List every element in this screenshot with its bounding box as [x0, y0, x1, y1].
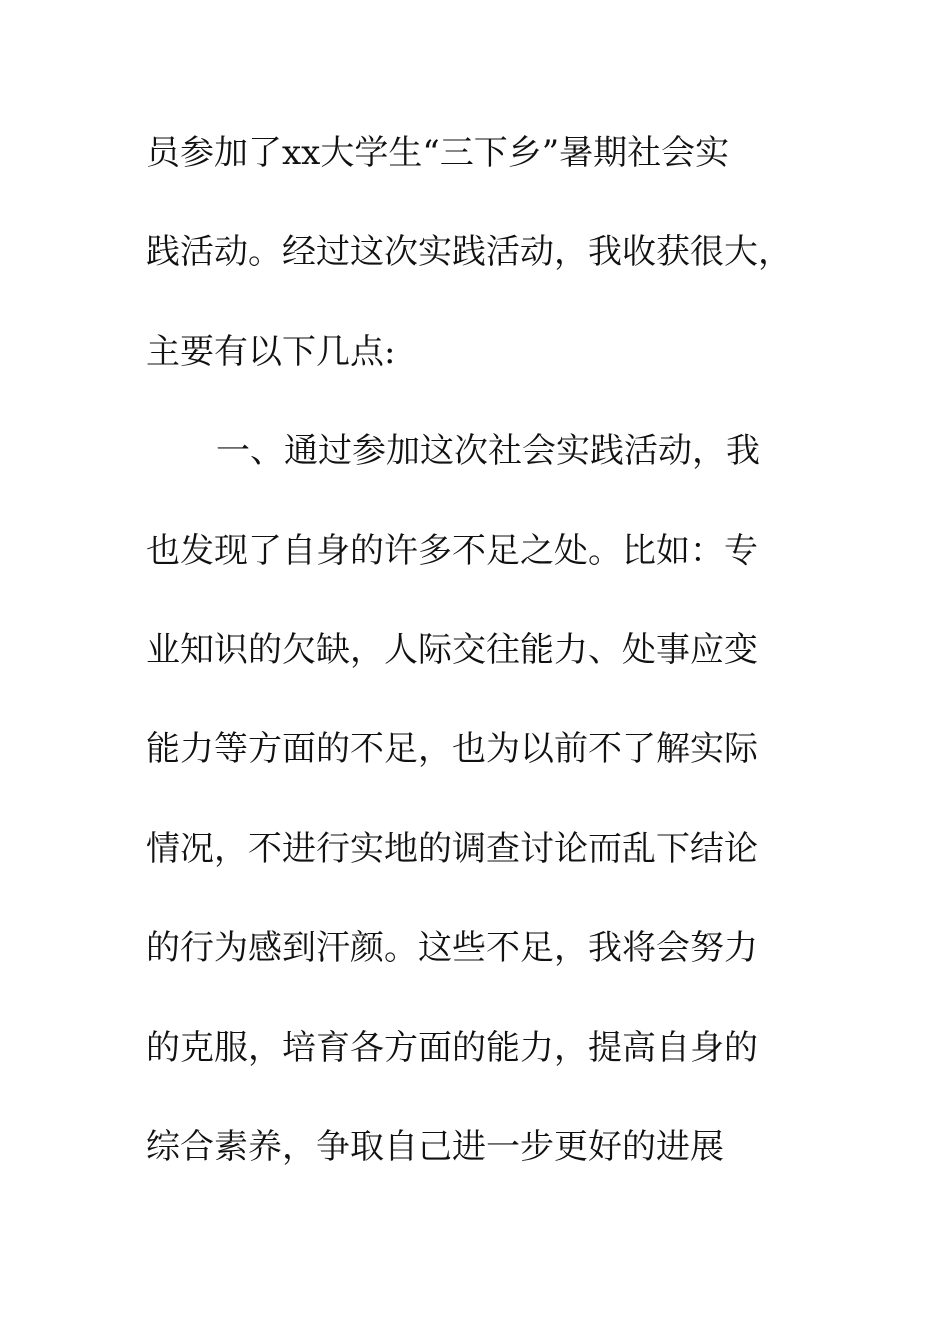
paragraph-start-line: 一、通过参加这次社会实践活动，我 [216, 431, 760, 472]
text-line: 践活动。经过这次实践活动，我收获很大， [146, 232, 792, 273]
text-line: 情况，不进行实地的调查讨论而乱下结论 [146, 828, 758, 869]
body-text [146, 127, 806, 1220]
text-line: 能力等方面的不足，也为以前不了解实际 [146, 729, 758, 770]
text-line: 业知识的欠缺，人际交往能力、处事应变 [146, 629, 758, 670]
text-line: 的行为感到汗颜。这些不足，我将会努力 [146, 928, 758, 969]
text-line: 主要有以下几点: [146, 331, 396, 372]
text-line: 员参加了xx大学生“三下乡”暑期社会实 [146, 133, 730, 173]
text-line: 的克服，培育各方面的能力，提高自身的 [146, 1027, 758, 1068]
text-line: 综合素养，争取自己进一步更好的进展 [146, 1126, 724, 1167]
text-line: 也发现了自身的许多不足之处。比如：专 [146, 530, 758, 571]
